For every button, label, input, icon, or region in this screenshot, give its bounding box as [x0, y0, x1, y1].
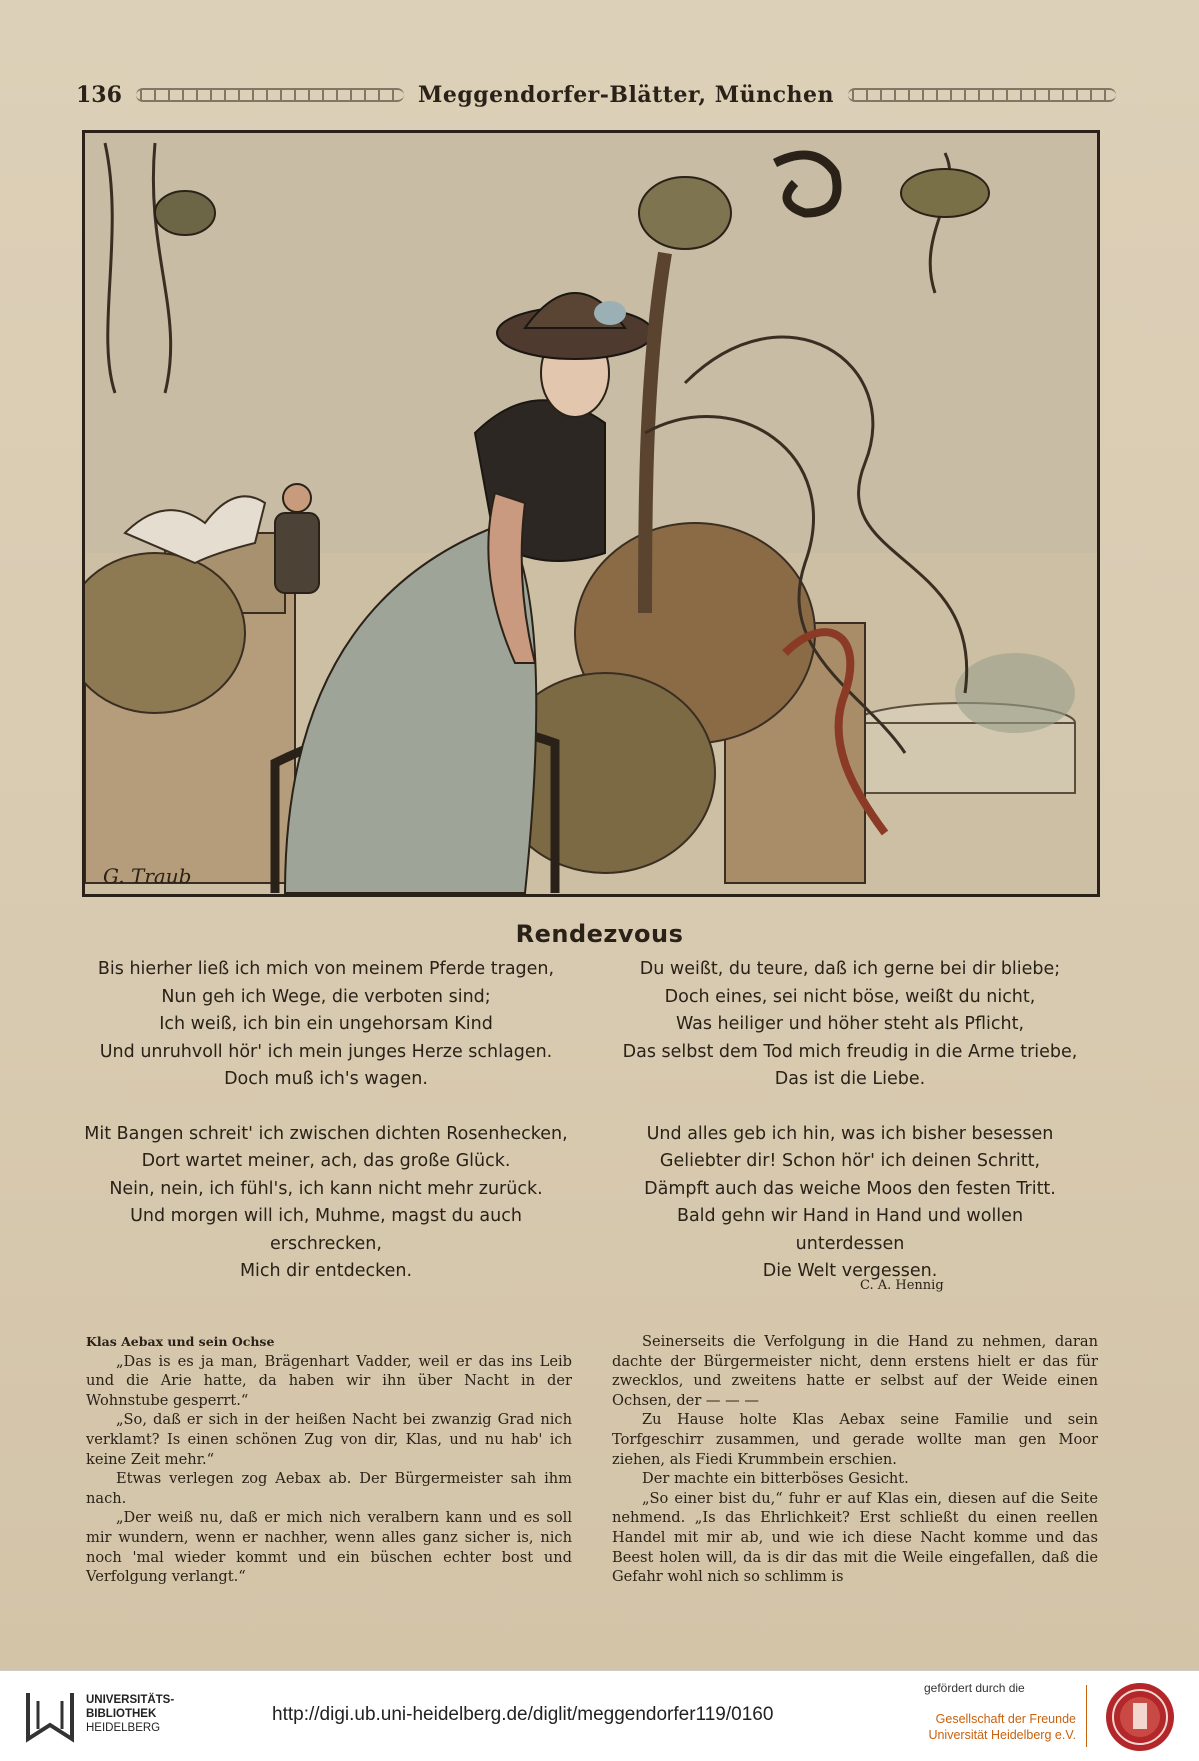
- poem-left-column: [76, 956, 576, 1313]
- poem-line: Nun geh ich Wege, die verboten sind;: [161, 986, 491, 1007]
- poem-stanza: [600, 1121, 1100, 1286]
- funded-by-label: gefördert durch die: [924, 1681, 1025, 1695]
- poem-line: unterdessen: [795, 1233, 905, 1254]
- poem-line: Du weißt, du teure, daß ich gerne bei dir bliebe;: [639, 959, 1061, 979]
- poem-line: Bis hierher ließ ich mich von meinem Pferde tragen,: [97, 959, 555, 979]
- footer-divider: [1086, 1685, 1087, 1747]
- poem-stanza: [600, 956, 1100, 1094]
- poem-line: Mich dir entdecken.: [239, 1261, 413, 1281]
- library-name-line: BIBLIOTHEK: [86, 1708, 157, 1720]
- poem-line: Dort wartet meiner, ach, das große Glück.: [141, 1151, 511, 1171]
- poem-right-column: [600, 956, 1100, 1313]
- poem-line: Nein, nein, ich fühl's, ich kann nicht mehr zurück.: [109, 1178, 543, 1199]
- story-paragraph: „So einer bist du,“ fuhr er auf Klas ein, diesen auf die Seite nehmend. „Is das Ehrlichkeit? Erst schließt du einen reellen Handel mit mir ab, und wie ich diese Nacht komme und das Beest holen will, da is dir das mit die Weile eingefallen, daß die Gefahr wohl nich so schlimm is: [612, 1489, 1098, 1586]
- funder-name-line: Gesellschaft der Freunde: [935, 1712, 1076, 1726]
- poem-line: Mit Bangen schreit' ich zwischen dichten Rosenhecken,: [84, 1123, 568, 1144]
- poem-stanza: [76, 956, 576, 1094]
- poem-line: Doch eines, sei nicht böse, weißt du nicht,: [664, 986, 1036, 1007]
- poem-line: Das ist die Liebe.: [774, 1069, 926, 1089]
- artist-signature: G. Traub: [103, 864, 192, 888]
- library-name-line: UNIVERSITÄTS-: [86, 1694, 175, 1706]
- funder-name-line: Universität Heidelberg e.V.: [928, 1728, 1076, 1742]
- poem-line: Und alles geb ich hin, was ich bisher besessen: [646, 1123, 1054, 1144]
- library-name-line: HEIDELBERG: [86, 1722, 161, 1734]
- poem-line: Was heiliger und höher steht als Pflicht,: [675, 1014, 1025, 1034]
- funder-name: [896, 1711, 1076, 1743]
- digitization-footer: [0, 1670, 1199, 1761]
- page-number: 136: [76, 82, 122, 108]
- story-heading: Klas Aebax und sein Ochse: [86, 1334, 275, 1349]
- story-paragraph: „Das is es ja man, Brägenhart Vadder, weil er das ins Leib und die Arie hatte, da haben wir ihn über Nacht in der Wohnstube gesperrt.“: [86, 1352, 572, 1409]
- header-ornament-left: [136, 88, 404, 102]
- poem-line: Geliebter dir! Schon hör' ich deinen Schritt,: [659, 1151, 1041, 1171]
- poem-line: Ich weiß, ich bin ein ungehorsam Kind: [159, 1014, 493, 1034]
- header-ornament-right: [848, 88, 1116, 102]
- magazine-title: Meggendorfer-Blätter, München: [417, 82, 834, 108]
- poem-author: C. A. Hennig: [860, 1278, 944, 1293]
- rendezvous-illustration: [82, 130, 1100, 897]
- poem-line: Die Welt vergessen.: [762, 1261, 938, 1281]
- poem-title: Rendezvous: [515, 920, 684, 948]
- story-paragraph: „Der weiß nu, daß er mich nich veralbern kann und es soll mir wundern, wenn er nachher, wenn alles ganz sicher is, nich noch 'mal wieder kommt und ein büschen echter bost und Verfolgung verlangt.“: [86, 1509, 572, 1586]
- page-header: [76, 78, 1116, 112]
- poem-line: Dämpft auch das weiche Moos den festen Tritt.: [644, 1178, 1056, 1199]
- poem-line: erschrecken,: [270, 1233, 382, 1254]
- poem-line: Bald gehn wir Hand in Hand und wollen: [676, 1206, 1024, 1226]
- library-name: [86, 1693, 174, 1735]
- poem-line: Und unruhvoll hör' ich mein junges Herze schlagen.: [99, 1041, 553, 1062]
- poem-stanza: [76, 1121, 576, 1286]
- story-left-column: [86, 1332, 572, 1587]
- poem-line: Das selbst dem Tod mich freudig in die Arme triebe,: [622, 1041, 1078, 1062]
- story-paragraph: Zu Hause holte Klas Aebax seine Familie und sein Torfgeschirr zusammen, und gerade wollte man gen Moor ziehen, als Fiedi Krummbein erschien.: [612, 1411, 1098, 1468]
- poem-line: Doch muß ich's wagen.: [224, 1069, 428, 1089]
- story-paragraph: Etwas verlegen zog Aebax ab. Der Bürgermeister sah ihm nach.: [86, 1470, 572, 1507]
- story-paragraph: Seinerseits die Verfolgung in die Hand zu nehmen, daran dachte der Bürgermeister nicht, denn erstens hielt er das für zwecklos, und zweitens hatte er selbst auf der Weide einen Ochsen, der — — —: [612, 1333, 1098, 1409]
- university-seal-icon: [1104, 1681, 1176, 1753]
- permalink-url[interactable]: http://digi.ub.uni-heidelberg.de/diglit/meggendorfer119/0160: [272, 1704, 774, 1725]
- illustration-drawing: [85, 133, 1097, 894]
- university-library-logo-icon: [20, 1685, 80, 1747]
- story-right-column: [612, 1332, 1098, 1587]
- poem-line: Und morgen will ich, Muhme, magst du auch: [130, 1206, 522, 1226]
- story-paragraph: Der machte ein bitterböses Gesicht.: [642, 1470, 909, 1488]
- story-paragraph: „So, daß er sich in der heißen Nacht bei zwanzig Grad nich verklamt? Is einen schönen Zug von dir, Klas, und nu hab' ich keine Zeit mehr.“: [86, 1411, 572, 1468]
